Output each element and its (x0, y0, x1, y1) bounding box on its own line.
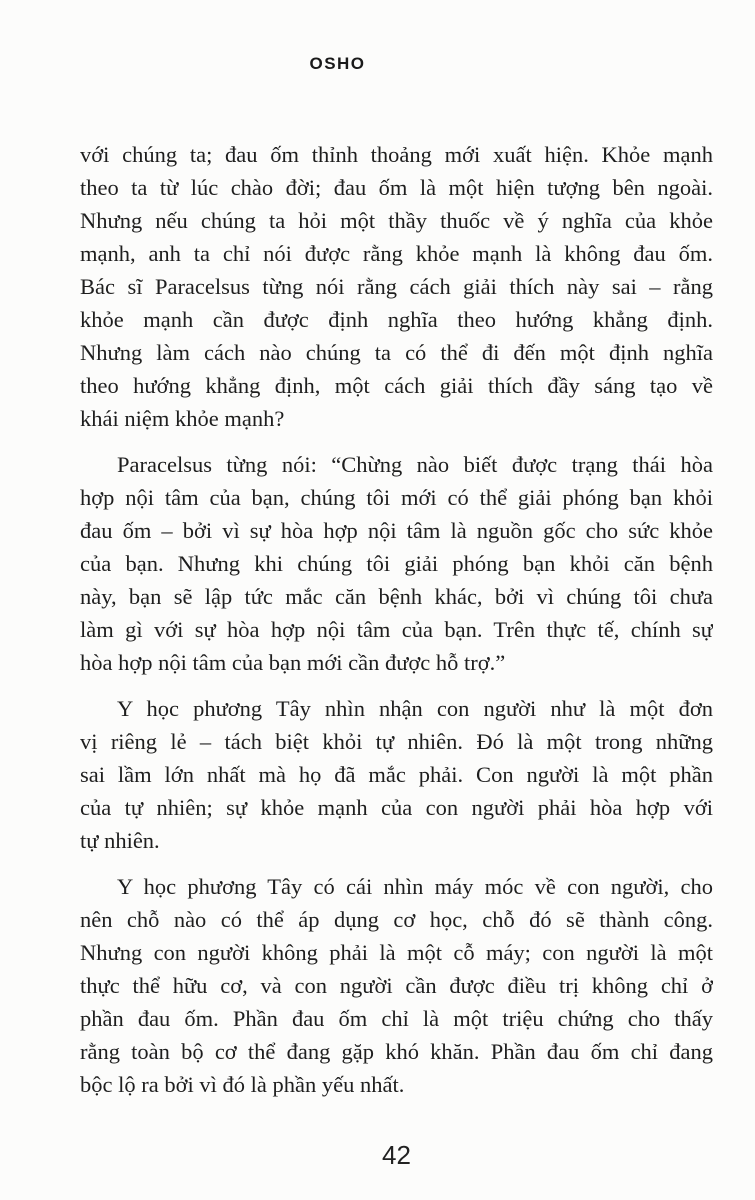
text-line: Nhưng con người không phải là một cỗ máy; con người là một (80, 940, 713, 965)
text-line: nên chỗ nào có thể áp dụng cơ học, chỗ đó sẽ thành công. (80, 907, 713, 932)
text-line: bộc lộ ra bởi vì đó là phần yếu nhất. (80, 1072, 405, 1097)
text-line: Paracelsus từng nói: “Chừng nào biết được trạng thái hòa (117, 452, 713, 477)
text-line: theo hướng khẳng định, một cách giải thích đầy sáng tạo về (80, 373, 713, 398)
text-line: khỏe mạnh cần được định nghĩa theo hướng khẳng định. (80, 307, 713, 332)
text-line: làm gì với sự hòa hợp nội tâm của bạn. Trên thực tế, chính sự (80, 617, 713, 642)
text-line: với chúng ta; đau ốm thỉnh thoảng mới xuất hiện. Khỏe mạnh (80, 142, 713, 167)
text-line: rằng toàn bộ cơ thể đang gặp khó khăn. Phần đau ốm chỉ đang (80, 1039, 713, 1064)
text-line: Nhưng nếu chúng ta hỏi một thầy thuốc về ý nghĩa của khỏe (80, 208, 713, 233)
text-line: mạnh, anh ta chỉ nói được rằng khỏe mạnh là không đau ốm. (80, 241, 713, 266)
page-number: 42 (382, 1140, 411, 1170)
text-line: Y học phương Tây nhìn nhận con người như là một đơn (117, 696, 713, 721)
text-line: của tự nhiên; sự khỏe mạnh của con người phải hòa hợp với (80, 795, 713, 820)
text-line: hòa hợp nội tâm của bạn mới cần được hỗ trợ.” (80, 650, 506, 675)
text-line: này, bạn sẽ lập tức mắc căn bệnh khác, bởi vì chúng tôi chưa (80, 584, 713, 609)
running-header: OSHO (309, 54, 366, 73)
text-line: hợp nội tâm của bạn, chúng tôi mới có thể giải phóng bạn khỏi (80, 485, 713, 510)
page-body (80, 138, 713, 1101)
text-line: Bác sĩ Paracelsus từng nói rằng cách giải thích này sai – rằng (80, 274, 713, 299)
text-line: của bạn. Nhưng khi chúng tôi giải phóng bạn khỏi căn bệnh (80, 551, 713, 576)
text-line: sai lầm lớn nhất mà họ đã mắc phải. Con người là một phần (80, 762, 713, 787)
text-line: khái niệm khỏe mạnh? (80, 406, 285, 431)
paragraph (80, 692, 713, 857)
paragraph (80, 448, 713, 679)
text-line: vị riêng lẻ – tách biệt khỏi tự nhiên. Đó là một trong những (80, 729, 713, 754)
text-line: Y học phương Tây có cái nhìn máy móc về con người, cho (117, 874, 713, 899)
text-line: đau ốm – bởi vì sự hòa hợp nội tâm là nguồn gốc cho sức khỏe (80, 518, 713, 543)
paragraph (80, 138, 713, 435)
text-line: phần đau ốm. Phần đau ốm chỉ là một triệu chứng cho thấy (80, 1006, 713, 1031)
text-line: Nhưng làm cách nào chúng ta có thể đi đến một định nghĩa (80, 340, 713, 365)
paragraph (80, 870, 713, 1101)
text-line: thực thể hữu cơ, và con người cần được điều trị không chỉ ở (80, 973, 713, 998)
text-line: theo ta từ lúc chào đời; đau ốm là một hiện tượng bên ngoài. (80, 175, 713, 200)
text-line: tự nhiên. (80, 828, 160, 853)
